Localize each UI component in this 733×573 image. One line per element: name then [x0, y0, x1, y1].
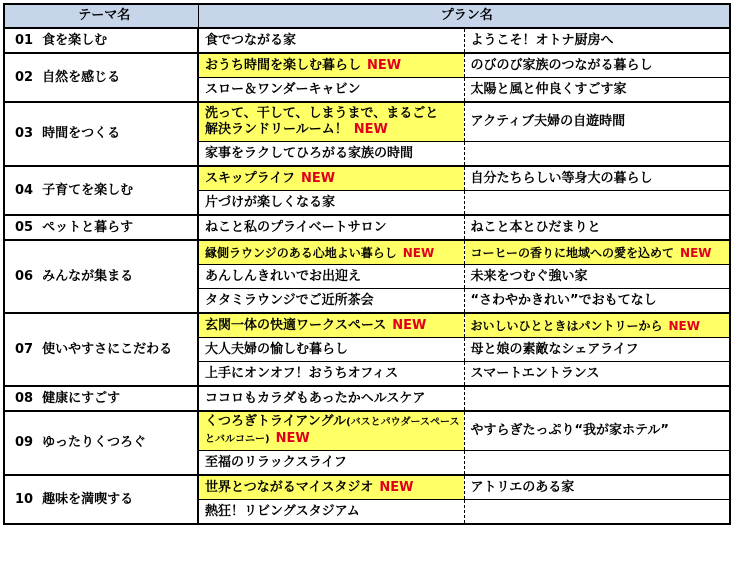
theme-name: 時間をつくる: [42, 126, 121, 141]
table-row: [4, 166, 730, 191]
theme-name: 趣味を満喫する: [42, 491, 134, 507]
new-badge: NEW: [275, 431, 310, 446]
theme-cell: [4, 386, 198, 411]
plan-cell-empty: [464, 500, 730, 525]
theme-name: 子育てを楽しむ: [42, 182, 134, 198]
plan-cell: スマートエントランス: [464, 362, 730, 387]
plan-name: おいしいひとときはパントリーから: [470, 318, 663, 333]
plan-cell-new: [464, 240, 730, 265]
new-badge: NEW: [402, 245, 435, 260]
theme-cell: [4, 28, 198, 53]
table-row: [4, 215, 730, 240]
plan-cell-empty: [464, 142, 730, 167]
plan-cell: 片づけが楽しくなる家: [198, 191, 464, 216]
plan-name: くつろぎトライアングル: [205, 414, 347, 429]
theme-number: 03: [15, 126, 34, 141]
new-badge: NEW: [668, 318, 700, 333]
plan-cell-new: [198, 102, 464, 142]
plan-cell: 上手にオンオフ！おうちオフィス: [198, 362, 464, 387]
table-row: [4, 102, 730, 142]
plan-cell: 母と娘の素敵なシェアライフ: [464, 338, 730, 362]
theme-cell: [4, 53, 198, 102]
theme-cell: [4, 411, 198, 475]
new-badge: NEW: [353, 122, 388, 137]
theme-name: 健康にすごす: [42, 390, 121, 406]
theme-number: 04: [15, 182, 34, 198]
plan-cell-new: [198, 53, 464, 78]
theme-number: 09: [15, 435, 34, 450]
table-row: [4, 475, 730, 500]
theme-cell: [4, 475, 198, 524]
plan-header: プラン名: [198, 4, 730, 28]
plan-cell-empty: [464, 191, 730, 216]
theme-name: ペットと暮らす: [42, 219, 134, 235]
plan-cell: 至福のリラックスライフ: [198, 451, 464, 476]
theme-number: 10: [15, 491, 34, 507]
theme-number: 08: [15, 390, 34, 406]
plan-cell: アクティブ夫婦の自遊時間: [464, 102, 730, 142]
plan-name-line2: 解決ランドリールーム！: [205, 122, 348, 137]
plan-name: 世界とつながるマイスタジオ: [205, 479, 374, 495]
plan-cell-new: [198, 166, 464, 191]
plan-cell-empty: [464, 451, 730, 476]
theme-cell: [4, 166, 198, 215]
theme-number: 02: [15, 69, 34, 85]
table-row: [4, 411, 730, 451]
plan-cell: 大人夫婦の愉しむ暮らし: [198, 338, 464, 362]
table-row: [4, 313, 730, 338]
plan-cell: ようこそ！オトナ厨房へ: [464, 28, 730, 53]
plan-table-container: [3, 3, 731, 525]
plan-cell: やすらぎたっぷり“我が家ホテル”: [464, 411, 730, 451]
plan-cell: 自分たちらしい等身大の暮らし: [464, 166, 730, 191]
new-badge: NEW: [367, 57, 402, 73]
theme-name: 使いやすさにこだわる: [42, 341, 173, 357]
plan-name: おうち時間を楽しむ暮らし: [205, 57, 362, 73]
plan-cell-empty: [464, 386, 730, 411]
theme-name: ゆったりくつろぐ: [42, 435, 147, 450]
theme-cell: [4, 215, 198, 240]
plan-cell: スロー＆ワンダーキャビン: [198, 78, 464, 103]
table-row: [4, 386, 730, 411]
theme-number: 06: [15, 268, 34, 284]
new-badge: NEW: [680, 245, 712, 260]
new-badge: NEW: [379, 479, 414, 495]
plan-name: 縁側ラウンジのある心地よい暮らし: [205, 245, 397, 260]
theme-number: 05: [15, 219, 34, 235]
plan-cell: 食でつながる家: [198, 28, 464, 53]
plan-cell: ココロもカラダもあったかヘルスケア: [198, 386, 464, 411]
plan-name: コーヒーの香りに地域への愛を込めて: [470, 245, 675, 260]
new-badge: NEW: [300, 170, 336, 186]
plan-cell: 家事をラクしてひろがる家族の時間: [198, 142, 464, 167]
plan-cell: ねこと私のプライベートサロン: [198, 215, 464, 240]
plan-table: [3, 3, 731, 525]
theme-header: テーマ名: [4, 4, 198, 28]
plan-cell: “さわやかきれい”でおもてなし: [464, 289, 730, 314]
plan-cell-new: [198, 313, 464, 338]
plan-cell: のびのび家族のつながる暮らし: [464, 53, 730, 78]
theme-cell: [4, 313, 198, 386]
plan-cell-new: [198, 240, 464, 265]
plan-cell-new: [464, 313, 730, 338]
table-row: [4, 240, 730, 265]
plan-name: 玄関一体の快適ワークスペース: [205, 317, 387, 333]
theme-name: みんなが集まる: [42, 268, 134, 284]
plan-cell: あんしんきれいでお出迎え: [198, 265, 464, 289]
plan-cell: タタミラウンジでご近所茶会: [198, 289, 464, 314]
plan-name-line1: 洗って、干して、しまうまで、まるごと: [205, 106, 439, 121]
plan-name: スキップライフ: [205, 170, 295, 186]
plan-cell-new: [198, 475, 464, 500]
theme-name: 食を楽しむ: [42, 32, 108, 48]
plan-cell: 熱狂！リビングスタジアム: [198, 500, 464, 525]
theme-name: 自然を感じる: [42, 69, 121, 85]
plan-cell: ねこと本とひだまりと: [464, 215, 730, 240]
plan-name-note: (バスとパウダースペースとバルコニー): [205, 417, 460, 445]
plan-cell: アトリエのある家: [464, 475, 730, 500]
plan-cell-new: [198, 411, 464, 451]
table-row: [4, 53, 730, 78]
theme-number: 07: [15, 341, 34, 357]
table-row: [4, 28, 730, 53]
new-badge: NEW: [392, 317, 427, 333]
theme-cell: [4, 240, 198, 313]
theme-number: 01: [15, 32, 34, 48]
plan-cell: 太陽と風と仲良くすごす家: [464, 78, 730, 103]
theme-cell: [4, 102, 198, 166]
plan-cell: 未来をつむぐ強い家: [464, 265, 730, 289]
